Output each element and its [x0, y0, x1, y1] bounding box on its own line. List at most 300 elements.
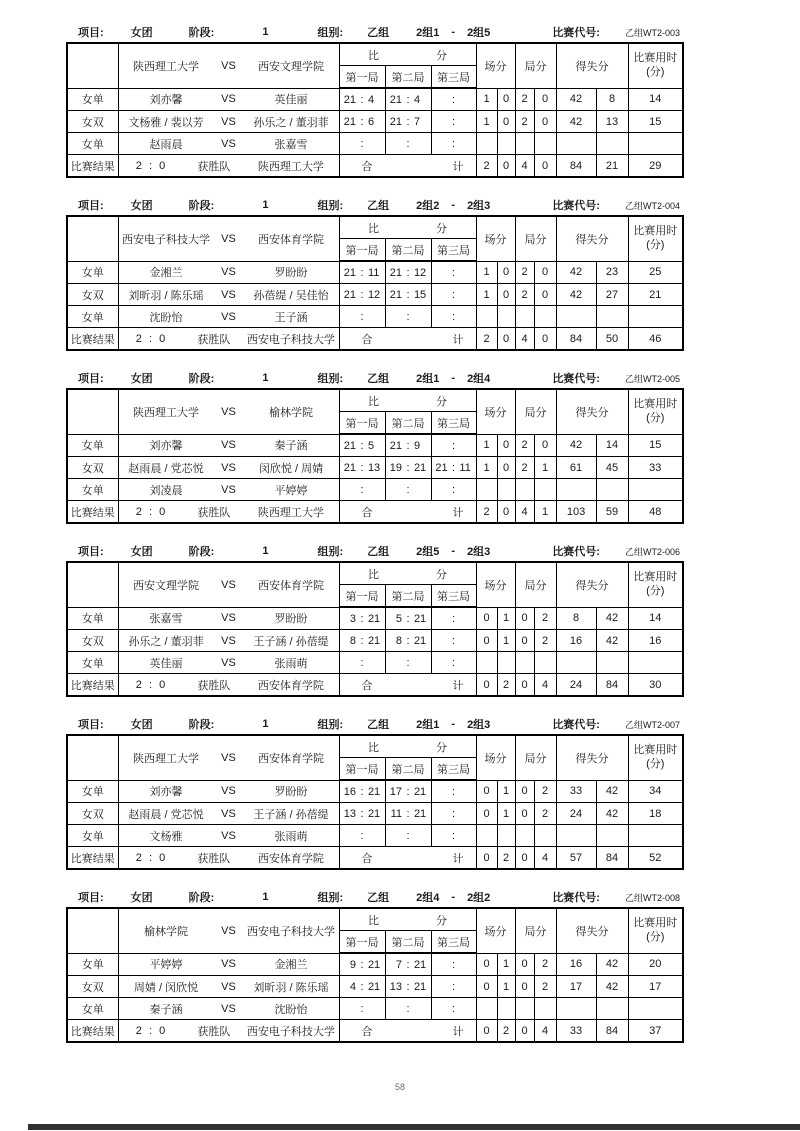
game2-score-a: 13 [389, 980, 403, 993]
total-points-for: 57 [556, 847, 596, 870]
match-code-value: 乙组WT2-008 [624, 892, 680, 903]
set-points-a: 1 [476, 457, 497, 479]
total-label-cell [339, 155, 476, 178]
total-label-cell [339, 328, 476, 351]
pairing-group-a: 2组5 [416, 546, 440, 558]
game-points-b [534, 998, 556, 1020]
player-left: 赵雨晨 / 党芯悦 [128, 462, 204, 475]
score-colon: : [451, 958, 456, 971]
game1-score-a: 8 [349, 634, 357, 647]
players-cell [118, 284, 339, 306]
total-set-points-a: 0 [476, 847, 497, 870]
score-colon: : [360, 93, 364, 106]
vs-label: VS [221, 656, 236, 669]
vs-label: VS [221, 980, 236, 993]
game-points-b: 0 [534, 88, 556, 111]
stage-value: 1 [262, 372, 269, 384]
vs-label: VS [221, 137, 236, 150]
game2-header: 第二局 [385, 931, 431, 954]
game2-score-cell [385, 976, 431, 998]
players-cell [118, 261, 339, 284]
game1-score-b: 12 [367, 288, 381, 301]
duration-header [628, 562, 683, 607]
set-points-header: 场分 [476, 735, 515, 780]
match-row-2 [67, 803, 683, 825]
match-row-1 [67, 261, 683, 284]
players-cell [118, 457, 339, 479]
total-duration: 29 [628, 155, 683, 178]
score-colon: : [360, 634, 364, 647]
game2-score-a: 7 [395, 958, 403, 971]
duration-header-line1: 比赛用时 [633, 917, 678, 929]
set-points-header: 场分 [476, 389, 515, 434]
score-colon: : [360, 958, 364, 971]
set-points-a: 0 [476, 630, 497, 652]
duration-value: 16 [628, 630, 683, 652]
player-right: 平婷婷 [274, 484, 308, 497]
player-right: 英佳丽 [274, 94, 308, 107]
points-against: 42 [596, 607, 628, 630]
score-colon: : [451, 93, 456, 106]
vs-label: VS [221, 634, 236, 647]
match-code-label: 比赛代号: [552, 892, 600, 904]
teams-cell [118, 216, 339, 261]
game2-score-a: 11 [390, 807, 403, 820]
game1-score-b: 5 [367, 439, 375, 452]
stage-label: 阶段: [188, 27, 215, 39]
game2-score-b: 21 [413, 461, 427, 474]
player-right: 张雨萌 [274, 830, 308, 843]
game1-score-b: 21 [367, 634, 381, 647]
winner-label: 获胜队 [197, 852, 231, 865]
stage-label: 阶段: [188, 719, 215, 731]
score-colon: : [360, 807, 364, 820]
game1-score-cell [339, 133, 385, 155]
match-type-cell: 女单 [67, 652, 118, 674]
winner-team: 西安电子科技大学 [246, 333, 335, 346]
match-block [66, 368, 684, 541]
points-for-against-header: 得失分 [556, 562, 628, 607]
project-value: 女团 [130, 719, 153, 731]
set-points-b: 1 [497, 607, 515, 630]
score-colon: : [451, 829, 456, 842]
points-against: 23 [596, 261, 628, 284]
scan-artifact-bar [28, 1124, 800, 1130]
score-colon: : [451, 288, 456, 301]
score-colon: : [451, 461, 456, 474]
pairing-group-b: 2组2 [467, 892, 491, 904]
points-against: 42 [596, 630, 628, 652]
game1-header: 第一局 [339, 239, 385, 262]
players-cell [118, 780, 339, 803]
result-label-cell: 比赛结果 [67, 155, 118, 178]
match-row-3 [67, 652, 683, 674]
player-right: 王子涵 [274, 311, 308, 324]
total-game-points-a: 0 [515, 847, 534, 870]
points-against: 27 [596, 284, 628, 306]
match-score-table [66, 734, 684, 870]
game-points-a: 0 [515, 630, 534, 652]
points-against: 8 [596, 88, 628, 111]
set-points-b: 0 [497, 88, 515, 111]
pairing-group-b: 2组4 [467, 373, 491, 385]
set-points-b: 0 [497, 111, 515, 133]
result-score: 2 : 0 [135, 678, 168, 691]
total-label-ji: 计 [452, 1025, 464, 1038]
score-header-bi: 比 [368, 741, 379, 754]
result-cell [118, 328, 339, 351]
corner-cell [67, 562, 118, 607]
points-for: 42 [556, 111, 596, 133]
set-points-b: 1 [497, 803, 515, 825]
score-colon: : [360, 439, 364, 452]
game3-score-cell [431, 111, 476, 133]
game2-score-cell [385, 652, 431, 674]
player-right: 秦子涵 [274, 440, 308, 453]
player-right: 孙蓓缇 / 吴佳怡 [253, 289, 329, 302]
corner-cell [67, 735, 118, 780]
vs-label: VS [221, 578, 236, 591]
score-header-bi: 比 [368, 49, 379, 62]
duration-header-line1: 比赛用时 [633, 571, 678, 583]
score-colon: : [360, 1002, 364, 1015]
set-points-b [497, 652, 515, 674]
game3-score-cell [431, 88, 476, 111]
pairing-group-b: 2组5 [467, 27, 491, 39]
result-score: 2 : 0 [135, 851, 168, 864]
game1-score-cell [339, 953, 385, 976]
score-colon: : [406, 310, 410, 323]
game-points-b: 0 [534, 111, 556, 133]
game1-score-cell [339, 111, 385, 133]
winner-label: 获胜队 [197, 160, 231, 173]
points-for-against-header: 得失分 [556, 216, 628, 261]
score-header-bi: 比 [368, 222, 379, 235]
teams-cell [118, 389, 339, 434]
game-points-header: 局分 [515, 43, 556, 88]
player-right: 罗盼盼 [274, 786, 308, 799]
game2-score-b: 21 [413, 785, 427, 798]
team-a-name: 陕西理工大学 [133, 406, 199, 419]
score-colon: : [406, 958, 410, 971]
player-right: 闵欣悦 / 周婧 [258, 462, 324, 475]
score-colon: : [406, 829, 410, 842]
score-colon: : [451, 483, 456, 496]
pairing-group-a: 2组4 [416, 892, 440, 904]
duration-value: 18 [628, 803, 683, 825]
score-colon: : [451, 785, 456, 798]
set-points-a [476, 998, 497, 1020]
match-code-value: 乙组WT2-004 [624, 200, 680, 211]
game1-score-a: 21 [343, 461, 357, 474]
match-type-cell: 女单 [67, 479, 118, 501]
game-points-header: 局分 [515, 389, 556, 434]
set-points-b: 1 [497, 976, 515, 998]
match-row-2 [67, 457, 683, 479]
match-type-cell: 女双 [67, 803, 118, 825]
project-value: 女团 [130, 27, 153, 39]
score-colon: : [360, 612, 364, 625]
duration-value [628, 133, 683, 155]
score-header-cell [339, 735, 476, 758]
game2-score-cell [385, 630, 431, 652]
total-label-ji: 计 [452, 160, 464, 173]
game3-header: 第三局 [431, 66, 476, 89]
vs-label: VS [221, 115, 236, 128]
match-row-3 [67, 825, 683, 847]
score-colon: : [360, 461, 364, 474]
match-type-cell: 女单 [67, 825, 118, 847]
game3-score-cell [431, 261, 476, 284]
player-right: 张嘉雪 [274, 138, 308, 151]
pairing-dash: - [451, 26, 456, 38]
winner-team: 西安体育学院 [257, 679, 324, 692]
match-row-2 [67, 630, 683, 652]
vs-label: VS [221, 288, 236, 301]
duration-header-line1: 比赛用时 [633, 744, 678, 756]
points-for: 17 [556, 976, 596, 998]
score-colon: : [406, 656, 410, 669]
score-colon: : [451, 1002, 456, 1015]
points-for: 33 [556, 780, 596, 803]
game3-score-cell [431, 457, 476, 479]
game1-score-b: 21 [367, 980, 381, 993]
total-points-for: 103 [556, 501, 596, 524]
game-points-b [534, 479, 556, 501]
game2-score-cell [385, 434, 431, 457]
player-left: 张嘉雪 [149, 613, 183, 626]
result-cell [118, 674, 339, 697]
match-row-1 [67, 780, 683, 803]
game1-score-cell [339, 630, 385, 652]
game3-score-cell [431, 998, 476, 1020]
total-game-points-a: 4 [515, 155, 534, 178]
total-game-points-b: 4 [534, 674, 556, 697]
game2-score-b: 7 [413, 115, 421, 128]
vs-label: VS [221, 785, 236, 798]
result-label-cell: 比赛结果 [67, 328, 118, 351]
duration-header-line1: 比赛用时 [633, 52, 678, 64]
team-b-name: 西安电子科技大学 [247, 925, 335, 938]
game1-score-cell [339, 88, 385, 111]
game-points-b: 2 [534, 780, 556, 803]
game2-score-cell [385, 284, 431, 306]
total-points-for: 33 [556, 1020, 596, 1043]
set-points-header: 场分 [476, 908, 515, 953]
vs-label: VS [221, 483, 236, 496]
game2-score-cell [385, 261, 431, 284]
team-a-name: 西安文理学院 [133, 579, 199, 592]
match-meta-row [66, 541, 684, 561]
game1-header: 第一局 [339, 758, 385, 781]
set-points-a: 0 [476, 780, 497, 803]
match-type-cell: 女单 [67, 607, 118, 630]
pairing-group-b: 2组3 [467, 200, 491, 212]
points-for: 8 [556, 607, 596, 630]
game-points-a: 0 [515, 803, 534, 825]
result-row [67, 155, 683, 178]
total-points-for: 24 [556, 674, 596, 697]
score-header-bi: 比 [368, 914, 379, 927]
game2-score-cell [385, 780, 431, 803]
match-meta-row [66, 368, 684, 388]
points-for [556, 306, 596, 328]
points-against: 42 [596, 976, 628, 998]
player-right: 罗盼盼 [274, 267, 308, 280]
score-colon: : [360, 785, 364, 798]
score-colon: : [451, 266, 456, 279]
pairing-dash: - [451, 372, 456, 384]
points-against: 14 [596, 434, 628, 457]
project-label: 项目: [78, 27, 104, 39]
game1-score-a: 21 [343, 93, 357, 106]
players-cell [118, 953, 339, 976]
vs-label: VS [221, 958, 236, 971]
points-against: 42 [596, 953, 628, 976]
game-points-a [515, 133, 534, 155]
match-row-3 [67, 133, 683, 155]
set-points-header: 场分 [476, 216, 515, 261]
game3-score-b: 11 [459, 461, 471, 474]
points-against: 42 [596, 780, 628, 803]
set-points-header: 场分 [476, 562, 515, 607]
group-value: 乙组 [367, 546, 390, 558]
set-points-b: 1 [497, 953, 515, 976]
game2-score-a: 21 [389, 439, 403, 452]
points-against [596, 998, 628, 1020]
match-block [66, 541, 684, 714]
winner-team: 陕西理工大学 [257, 506, 324, 519]
total-duration: 52 [628, 847, 683, 870]
project-label: 项目: [78, 546, 104, 558]
players-cell [118, 434, 339, 457]
game2-score-cell [385, 457, 431, 479]
game2-score-a: 21 [389, 288, 403, 301]
team-b-name: 西安体育学院 [258, 579, 324, 592]
set-points-b: 0 [497, 284, 515, 306]
result-label-cell: 比赛结果 [67, 847, 118, 870]
game1-score-cell [339, 976, 385, 998]
game1-score-cell [339, 306, 385, 328]
score-colon: : [406, 612, 410, 625]
result-label-cell: 比赛结果 [67, 674, 118, 697]
result-label-cell: 比赛结果 [67, 1020, 118, 1043]
players-cell [118, 88, 339, 111]
game2-header: 第二局 [385, 239, 431, 262]
page-number: 58 [394, 1082, 405, 1092]
match-type-cell: 女单 [67, 998, 118, 1020]
game-points-b [534, 825, 556, 847]
game-points-a: 2 [515, 111, 534, 133]
game1-score-b: 11 [367, 266, 380, 279]
game1-score-a: 21 [343, 115, 357, 128]
total-label-he: 合 [361, 1025, 373, 1038]
score-header-fen: 分 [436, 741, 448, 754]
total-points-against: 84 [596, 674, 628, 697]
match-row-3 [67, 998, 683, 1020]
project-label: 项目: [78, 719, 104, 731]
player-left: 周婧 / 闵欣悦 [133, 981, 199, 994]
vs-label: VS [221, 612, 236, 625]
game2-score-a: 17 [389, 785, 403, 798]
score-header-bi: 比 [368, 395, 379, 408]
game3-score-cell [431, 630, 476, 652]
match-score-table [66, 42, 684, 178]
match-type-cell: 女双 [67, 976, 118, 998]
game1-score-a: 21 [343, 266, 357, 279]
set-points-a: 1 [476, 88, 497, 111]
game1-score-b: 21 [367, 612, 381, 625]
players-cell [118, 803, 339, 825]
player-right: 罗盼盼 [274, 613, 308, 626]
total-label-he: 合 [361, 506, 373, 519]
match-block [66, 22, 684, 195]
score-colon: : [406, 461, 410, 474]
game3-score-cell [431, 284, 476, 306]
game1-score-cell [339, 998, 385, 1020]
vs-label: VS [221, 829, 236, 842]
team-a-name: 陕西理工大学 [133, 752, 199, 765]
player-left: 文杨雅 / 裴以芳 [128, 116, 204, 129]
vs-label: VS [221, 93, 236, 106]
duration-value [628, 306, 683, 328]
duration-header-line1: 比赛用时 [633, 225, 678, 237]
game2-header: 第二局 [385, 758, 431, 781]
set-points-a: 0 [476, 953, 497, 976]
match-code-label: 比赛代号: [552, 200, 600, 212]
vs-label: VS [221, 461, 236, 474]
set-points-a: 0 [476, 607, 497, 630]
game2-score-cell [385, 825, 431, 847]
teams-cell [118, 562, 339, 607]
game2-score-b: 21 [413, 634, 427, 647]
score-header-cell [339, 43, 476, 66]
pairing-group-a: 2组1 [416, 27, 440, 39]
points-for [556, 479, 596, 501]
score-colon: : [406, 137, 410, 150]
duration-value: 21 [628, 284, 683, 306]
game1-score-cell [339, 434, 385, 457]
game1-score-a: 21 [343, 439, 357, 452]
corner-cell [67, 216, 118, 261]
match-meta-row [66, 887, 684, 907]
points-for: 24 [556, 803, 596, 825]
match-code-label: 比赛代号: [552, 27, 600, 39]
set-points-header: 场分 [476, 43, 515, 88]
game-points-b: 2 [534, 803, 556, 825]
total-set-points-a: 2 [476, 328, 497, 351]
game-points-header: 局分 [515, 735, 556, 780]
set-points-a: 1 [476, 434, 497, 457]
total-points-for: 84 [556, 155, 596, 178]
teams-cell [118, 908, 339, 953]
game2-score-b: 9 [413, 439, 421, 452]
duration-value [628, 998, 683, 1020]
game1-header: 第一局 [339, 66, 385, 89]
points-for [556, 998, 596, 1020]
set-points-a: 1 [476, 111, 497, 133]
project-label: 项目: [78, 200, 104, 212]
score-colon: : [406, 1002, 410, 1015]
total-points-against: 50 [596, 328, 628, 351]
duration-value: 33 [628, 457, 683, 479]
winner-label: 获胜队 [197, 333, 231, 346]
duration-header-line2: (分) [646, 411, 665, 424]
total-label-ji: 计 [452, 333, 464, 346]
total-game-points-a: 4 [515, 501, 534, 524]
team-b-name: 西安体育学院 [258, 752, 324, 765]
game2-header: 第二局 [385, 66, 431, 89]
